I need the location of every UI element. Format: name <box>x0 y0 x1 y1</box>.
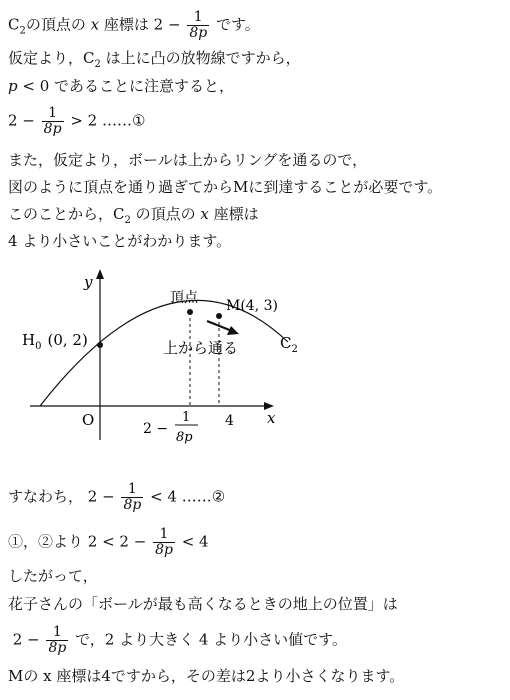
line-therefore: したがって， <box>8 567 98 585</box>
line-less-than-4: 4 より小さいことがわかります。 <box>8 232 232 250</box>
vertex-label: 頂点 <box>170 290 198 306</box>
line-difference-conclusion: Mの x 座標は4ですから，その差は2より小さくなります。 <box>8 667 405 685</box>
x-axis-label: x <box>267 409 276 427</box>
fraction-1-over-8p: $\frac{1}{8p}$ <box>48 624 67 656</box>
fraction-1-over-8p: $\frac{1}{8p}$ <box>189 9 208 41</box>
curve-label: $C_2$ <box>280 334 298 355</box>
fraction-1-over-8p: $\frac{1}{8p}$ <box>43 105 62 137</box>
m-label: M(4, 3) <box>226 298 278 314</box>
h0-label: $H_0$ (0, 2) <box>22 331 88 352</box>
line-p-negative: p < 0 であることに注意すると， <box>8 77 235 95</box>
line-assumption-convex: 仮定より，$C_2$ は上に凸の放物線ですから， <box>8 49 301 70</box>
tick-vertex-label: 2 − <box>143 421 169 437</box>
point-vertex <box>187 309 193 315</box>
point-m <box>216 313 222 319</box>
line-inequality-2: すなわち， 2 − $\frac{1}{8p}$ < 4 ……② <box>8 481 226 513</box>
line-hanako-position: 花子さんの「ボールが最も高くなるときの地上の位置」は <box>8 595 398 613</box>
y-axis-arrow <box>96 269 104 279</box>
point-h0 <box>97 342 103 348</box>
line-between-2-and-4: 2 − $\frac{1}{8p}$ で，2 より大きく 4 より小さい値です。 <box>8 624 347 656</box>
arrow-caption: 上から通る <box>163 339 239 357</box>
fraction-1-over-8p: $\frac{1}{8p}$ <box>123 481 142 513</box>
parabola-figure <box>0 255 510 475</box>
line-vertex-x-coordinate: $C_2$の頂点の x 座標は 2 − $\frac{1}{8p}$ です。 <box>8 9 260 41</box>
line-ball-from-above: また，仮定より，ボールは上からリングを通るので， <box>8 151 368 169</box>
tick-vertex-den: 8p <box>176 430 193 445</box>
tick-vertex-num: 1 <box>182 410 191 425</box>
line-must-pass-vertex: 図のように頂点を通り過ぎてからMに到達することが必要です。 <box>8 178 443 196</box>
origin-label: O <box>82 411 95 429</box>
tick-4-label: 4 <box>225 413 234 429</box>
y-axis-label: y <box>84 273 93 291</box>
line-combined-inequality: ①，②より 2 < 2 − $\frac{1}{8p}$ < 4 <box>8 526 209 558</box>
line-inequality-1: 2 − $\frac{1}{8p}$ > 2 ……① <box>8 105 146 137</box>
fraction-1-over-8p: $\frac{1}{8p}$ <box>155 526 173 558</box>
line-therefore-vertex: このことから，$C_2$ の頂点の x 座標は <box>8 205 259 226</box>
